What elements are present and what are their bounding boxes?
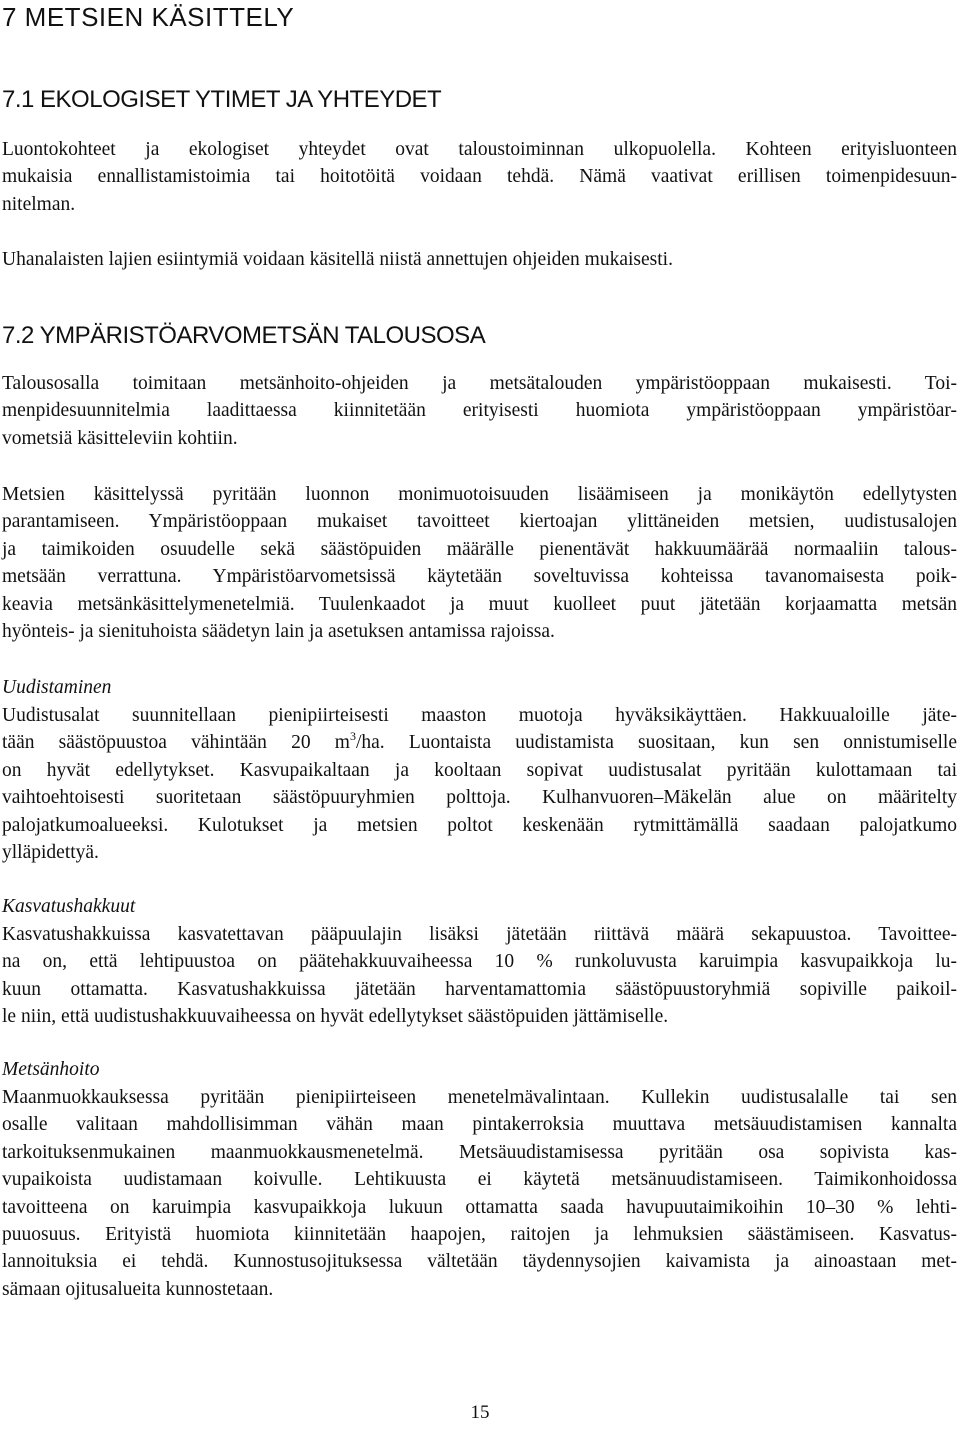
text-line: nitelman. — [2, 193, 76, 215]
text-line: on hyvät edellytykset. Kasvupaikaltaan ja kooltaan sopivat uudistusalat pyritään kulottamaan tai — [2, 759, 957, 781]
text-line: Uudistusalat suunnitellaan pienipiirteisesti maaston muotoja hyväksikäyttäen. Hakkuualoille jäte- — [2, 705, 957, 726]
text-fragment: tään säästöpuustoa vähintään 20 m — [2, 732, 350, 754]
text-line: Kasvatushakkuissa kasvatettavan pääpuulajin lisäksi jätetään riittävä määrä sekapuustoa. Tavoittee- — [2, 924, 957, 945]
text-line: osalle valitaan mahdollisimman vähän maan pintakerroksia muuttava metsäuudistamisen kannalta — [2, 1114, 957, 1136]
text-line: tavoitteena on karuimpia kasvupaikkoja lukuun ottamatta saada havupuutaimikoihin 10–30 % lehti- — [2, 1196, 957, 1218]
paragraph — [2, 136, 957, 218]
text-line: Luontokohteet ja ekologiset yhteydet ovat taloustoiminnan ulkopuolella. Kohteen erityisluonteen — [2, 139, 957, 160]
text-line: metsään verrattuna. Ympäristöarvometsissä käytetään soveltuvissa kohteissa tavanomaisesta poik- — [2, 566, 957, 588]
text-line: vometsiä käsitteleviin kohtiin. — [2, 427, 238, 449]
superscript: 3 — [349, 729, 356, 744]
text-line: na on, että lehtipuustoa on päätehakkuuvaiheessa 10 % runkoluvusta karuimpia kasvupaikkoja lu- — [2, 951, 957, 973]
text-line: sämaan ojitusalueita kunnostetaan. — [2, 1278, 274, 1300]
text-line: Maanmuokkauksessa pyritään pienipiirteiseen menetelmävalintaan. Kullekin uudistusalalle tai sen — [2, 1087, 957, 1108]
text-line: Metsien käsittelyssä pyritään luonnon monimuotoisuuden lisäämiseen ja monikäytön edellytysten — [2, 484, 957, 505]
text-fragment: /ha. Luontaista uudistamista suositaan, kun sen onnistumiselle — [355, 732, 957, 754]
chapter-heading: 7 METSIEN KÄSITTELY — [2, 2, 295, 32]
paragraph — [2, 921, 957, 1031]
text-line: tarkoituksenmukainen maanmuokkausmenetelmä. Metsäuudistamisessa pyritään osa sopivista kas- — [2, 1141, 957, 1163]
text-line: menpidesuunnitelmia laadittaessa kiinnitetään erityisesti huomiota ympäristöoppaan ympäristöar- — [2, 400, 957, 422]
text-line: lannoituksia ei tehdä. Kunnostusojituksessa vältetään täydennysojien kaivamista ja ainoastaan met- — [2, 1251, 957, 1273]
paragraph — [2, 1084, 957, 1303]
subsection-title-metsanhoito: Metsänhoito — [2, 1059, 100, 1080]
text-line: Uhanalaisten lajien esiintymiä voidaan käsitellä niistä annettujen ohjeiden mukaisesti. — [2, 249, 673, 270]
text-line: puuosuus. Erityistä huomiota kiinnitetään haapojen, raitojen ja lehmuksien säästämiseen. Kasvatus- — [2, 1224, 957, 1246]
text-line: palojatkumoalueeksi. Kulotukset ja metsien poltot keskenään rytmittämällä saadaan palojatkumo — [2, 814, 957, 836]
subsection-title-kasvatushakkuut: Kasvatushakkuut — [2, 896, 136, 917]
paragraph — [2, 246, 957, 273]
section-heading-7-2: 7.2 YMPÄRISTÖARVOMETSÄN TALOUSOSA — [2, 322, 486, 349]
page-number: 15 — [470, 1402, 490, 1423]
text-line: le niin, että uudistushakkuuvaiheessa on hyvät edellytykset säästöpuiden jättämiselle. — [2, 1006, 669, 1028]
text-line: hyönteis- ja sienituhoista säädetyn lain ja asetuksen antamissa rajoissa. — [2, 621, 555, 643]
paragraph — [2, 481, 957, 645]
section-heading-7-1: 7.1 EKOLOGISET YTIMET JA YHTEYDET — [2, 86, 442, 113]
text-line: ylläpidettyä. — [2, 842, 99, 864]
paragraph — [2, 370, 957, 452]
text-line: vaihtoehtoisesti suoritetaan säästöpuuryhmien polttoja. Kulhanvuoren–Mäkelän alue on määritelty — [2, 787, 957, 809]
text-line: parantamiseen. Ympäristöoppaan mukaiset tavoitteet kiertoajan ylittäneiden metsien, uudistusalojen — [2, 511, 957, 533]
text-line: ja taimikoiden osuudelle sekä säästöpuiden määrälle pienentävät hakkuumäärää normaaliin talous- — [2, 538, 957, 560]
paragraph — [2, 702, 957, 866]
text-line: vupaikoista uudistamaan koivulle. Lehtikuusta ei käytetä metsänuudistamiseen. Taimikonhoidossa — [2, 1169, 957, 1191]
text-line: kuun ottamatta. Kasvatushakkuissa jätetään harventamattomia säästöpuustoryhmiä sopiville paikoil- — [2, 978, 957, 1000]
text-line — [2, 729, 957, 756]
subsection-title-uudistaminen: Uudistaminen — [2, 677, 112, 698]
text-line: mukaisia ennallistamistoimia tai hoitotöitä voidaan tehdä. Nämä vaativat erillisen toimenpidesuun- — [2, 166, 957, 188]
text-line: keavia metsänkäsittelymenetelmiä. Tuulenkaadot ja muut kuolleet puut jätetään korjaamatta metsän — [2, 593, 957, 615]
text-line: Talousosalla toimitaan metsänhoito-ohjeiden ja metsätalouden ympäristöoppaan mukaisesti. Toi- — [2, 373, 957, 394]
